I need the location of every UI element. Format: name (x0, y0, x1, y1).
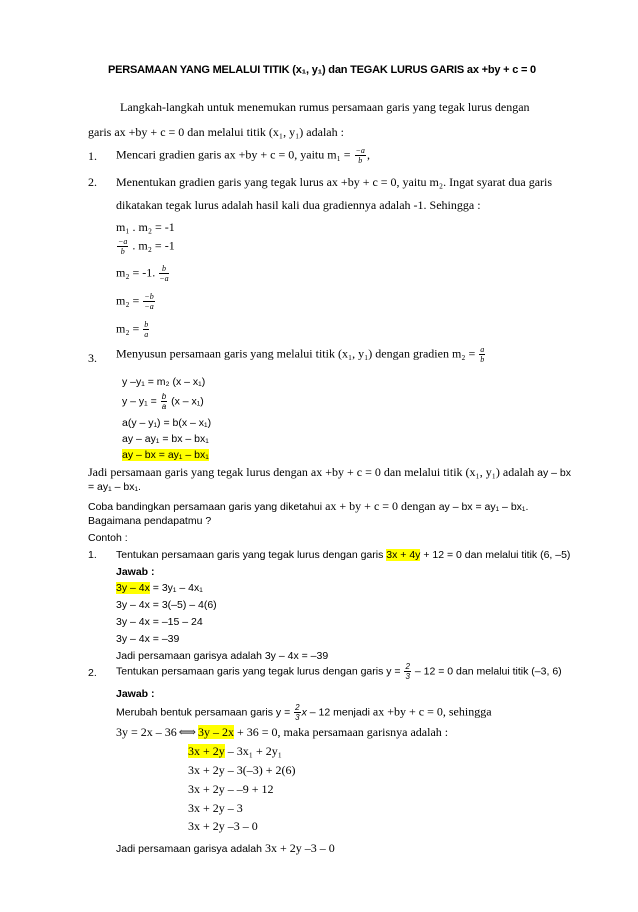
fraction-numerator: b (161, 392, 167, 401)
example-2-method-line (116, 703, 492, 722)
fraction-denominator: a (161, 402, 167, 411)
fraction-denominator: a (144, 330, 149, 339)
example-2-method-fraction (294, 703, 300, 722)
example-1-line-2: 3y – 4x = 3(–5) – 4(6) (116, 599, 217, 611)
fraction-numerator: −b (144, 292, 154, 301)
step-2-line-1: Menentukan gradien garis yang tegak lurus ax +by + c = 0, yaitu m₂. Ingat syarat dua garis (116, 175, 553, 189)
conclusion-line-3-result: ay – bx = ay₁ – bx₁. (438, 501, 529, 513)
example-2-calc-3: 3x + 2y – –9 + 12 (188, 782, 274, 796)
example-2-fraction (404, 662, 410, 681)
example-2-method-variable: x (301, 706, 307, 719)
step-3-number: 3. (88, 351, 97, 365)
example-2-question (116, 662, 562, 681)
example-1-line-1 (116, 582, 203, 594)
example-2-rearranged (116, 725, 448, 740)
fraction-numerator: b (144, 320, 149, 329)
example-2-rearranged-left: 3y = 2x – 36 (116, 725, 177, 739)
equivalence-arrow-icon: ⟺ (178, 725, 196, 739)
fraction-numerator: 2 (295, 703, 300, 712)
example-1-highlight: 3x + 4y (386, 549, 421, 561)
fraction-numerator: 2 (405, 662, 410, 671)
example-2-question-rest: – 12 = 0 dan melalui titik (–3, 6) (414, 665, 562, 678)
example-1-line-1-highlight: 3y – 4x (116, 582, 150, 594)
example-2-rearranged-highlight: 3y – 2x (197, 725, 234, 739)
example-1-line-3: 3y – 4x = –15 – 24 (116, 616, 203, 628)
step-2-line-2: dikatakan tegak lurus adalah hasil kali dua gradiennya adalah -1. Sehingga : (116, 198, 481, 212)
fraction-numerator: b (159, 264, 168, 274)
fraction-denominator: 3 (405, 672, 410, 681)
derivation-2-post: (x – x₁) (171, 395, 204, 408)
fraction-denominator: b (358, 156, 363, 165)
conclusion-line-3 (88, 497, 528, 515)
equation-1: m₁ . m₂ = -1 (116, 220, 175, 234)
conclusion-line-1-formula: ay – bx (534, 467, 571, 479)
equation-5 (116, 320, 150, 339)
example-2-calc-2: 3x + 2y – 3(–3) + 2(6) (188, 763, 296, 777)
example-2-rearranged-rest: + 36 = 0, maka persamaan garisnya adalah : (233, 725, 449, 739)
example-2-conclusion-formula: 3x + 2y –3 – 0 (261, 841, 335, 855)
example-2-conclusion-text: Jadi persamaan garisya adalah (116, 843, 262, 855)
step-1-comma: , (366, 147, 370, 162)
example-1-conclusion: Jadi persamaan garisya adalah 3y – 4x = –39 (116, 650, 329, 662)
example-1-line-1-rest: = 3y₁ – 4x₁ (149, 582, 203, 594)
example-2-calc-4: 3x + 2y – 3 (188, 801, 243, 815)
example-2-calc-1 (188, 744, 282, 759)
example-2-method-text: Merubah bentuk persamaan garis y = (116, 706, 291, 719)
example-2-number: 2. (88, 667, 97, 679)
intro-line-2: garis ax +by + c = 0 dan melalui titik (x₁, y₁) adalah : (88, 125, 344, 139)
step-3-fraction (479, 345, 485, 364)
fraction-denominator: b (120, 247, 125, 256)
fraction-denominator: b (480, 355, 485, 364)
equation-2 (116, 237, 175, 256)
fraction-numerator: −a (355, 146, 365, 155)
example-2-calc-1-highlight: 3x + 2y (188, 744, 225, 758)
fraction-denominator: −a (144, 302, 154, 311)
example-2-method-rest: – 12 menjadi (306, 706, 370, 719)
derivation-2 (122, 392, 204, 411)
equation-2-rest: . m₂ = -1 (132, 238, 175, 253)
derivation-4: ay – ay₁ = bx – bx₁ (122, 433, 209, 445)
equation-4-fraction (143, 292, 154, 311)
example-2-calc-5: 3x + 2y –3 – 0 (188, 819, 258, 833)
derivation-2-pre: y – y₁ = (122, 395, 157, 408)
example-1-number: 1. (88, 549, 97, 561)
example-1-line-4: 3y – 4x = –39 (116, 633, 180, 645)
equation-5-fraction (143, 320, 149, 339)
intro-line-1: Langkah-langkah untuk menemukan rumus persamaan garis yang tegak lurus dengan (120, 100, 530, 114)
equation-3-fraction (159, 264, 168, 283)
derivation-1: y –y₁ = m₂ (x – x₁) (122, 376, 206, 388)
step-1-number: 1. (88, 149, 97, 163)
step-2-number: 2. (88, 175, 97, 189)
example-2-question-text: Tentukan persamaan garis yang tegak lurus dengan garis y = (116, 665, 401, 678)
example-1-answer-label: Jawab : (116, 566, 155, 578)
equation-3 (116, 264, 170, 283)
example-2-calc-1-rest: – 3x₁ + 2y₁ (224, 744, 282, 758)
conclusion-line-3-text: Coba bandingkan persamaan garis yang diketahui (88, 501, 323, 513)
equation-2-fraction (117, 237, 128, 256)
example-2-conclusion (116, 839, 335, 857)
equation-3-pre: m₂ = -1. (116, 265, 156, 280)
example-1-question-rest: + 12 = 0 dan melalui titik (6, –5) (420, 549, 571, 561)
equation-4 (116, 292, 156, 311)
example-2-method-formula: ax +by + c = 0, sehingga (369, 704, 492, 719)
step-1-label: Mencari gradien garis ax +by + c = 0, yaitu m₁ = (116, 147, 351, 162)
fraction-denominator: −a (159, 274, 169, 283)
step-3-label: Menyusun persamaan garis yang melalui titik (x₁, y₁) dengan gradien m₂ = (116, 346, 476, 361)
derivation-3: a(y – y₁) = b(x – x₁) (122, 417, 212, 429)
equation-4-pre: m₂ = (116, 293, 140, 308)
fraction-numerator: −a (118, 237, 128, 246)
conclusion-line-1 (88, 463, 571, 481)
conclusion-line-3-formula: ax + by + c = 0 dengan (322, 499, 439, 513)
example-1-question (116, 549, 570, 561)
example-heading: Contoh : (88, 532, 128, 544)
conclusion-line-2: = ay₁ – bx₁. (88, 481, 141, 493)
derivation-2-fraction (161, 392, 167, 411)
equation-5-pre: m₂ = (116, 321, 140, 336)
derivation-5-highlight: ay – bx = ay₁ – bx₁ (122, 449, 209, 461)
step-1-text (116, 146, 370, 165)
fraction-numerator: a (480, 345, 485, 354)
conclusion-line-1-text: Jadi persamaan garis yang tegak lurus dengan ax +by + c = 0 dan melalui titik (x₁, y₁) adalah (88, 465, 535, 479)
step-3-text (116, 345, 486, 364)
step-1-fraction (355, 146, 366, 165)
example-1-question-text: Tentukan persamaan garis yang tegak lurus dengan garis (116, 549, 387, 561)
example-2-answer-label: Jawab : (116, 688, 155, 700)
conclusion-question: Bagaimana pendapatmu ? (88, 515, 212, 527)
document-title: PERSAMAAN YANG MELALUI TITIK (x₁, y₁) dan TEGAK LURUS GARIS ax +by + c = 0 (108, 64, 536, 76)
fraction-denominator: 3 (295, 713, 300, 722)
